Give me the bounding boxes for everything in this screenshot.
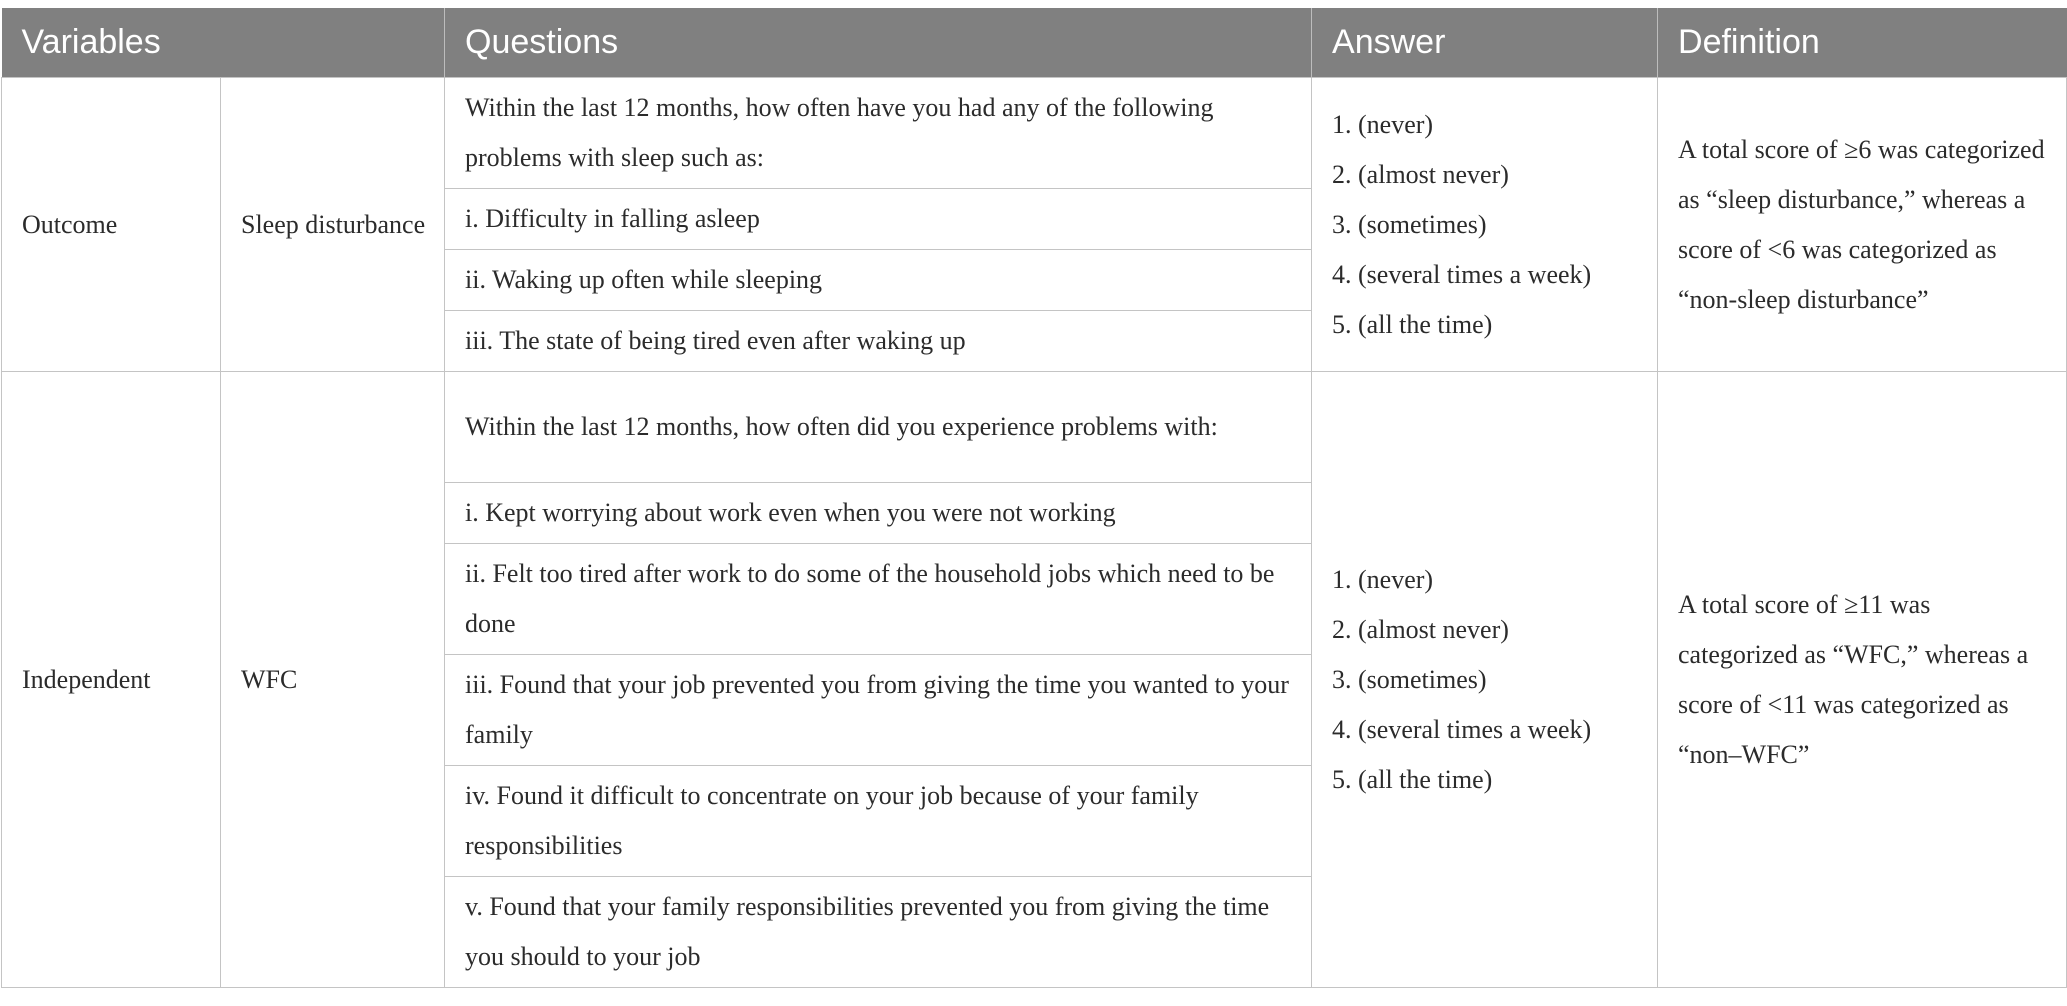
answer-option: 4. (several times a week) — [1332, 714, 1592, 744]
table-row — [2, 372, 2067, 483]
header-answer: Answer — [1312, 8, 1658, 78]
answer-option: 5. (all the time) — [1332, 764, 1493, 794]
definition-cell: A total score of ≥6 was categorized as “sleep disturbance,” whereas a score of <6 was categorized as “non-sleep disturbance” — [1658, 78, 2067, 372]
variable-cell: WFC — [221, 372, 445, 988]
question-cell: Within the last 12 months, how often did you experience problems with: — [445, 372, 1312, 483]
header-questions: Questions — [445, 8, 1312, 78]
answer-option: 3. (sometimes) — [1332, 664, 1487, 694]
question-cell: ii. Felt too tired after work to do some of the household jobs which need to be done — [445, 544, 1312, 655]
answer-option: 2. (almost never) — [1332, 614, 1509, 644]
header-row — [2, 8, 2067, 78]
answer-option: 1. (never) — [1332, 564, 1434, 594]
answer-option: 4. (several times a week) — [1332, 259, 1592, 289]
answer-option: 2. (almost never) — [1332, 159, 1509, 189]
answer-option: 3. (sometimes) — [1332, 209, 1487, 239]
variable-cell: Sleep disturbance — [221, 78, 445, 372]
question-cell: i. Kept worrying about work even when you were not working — [445, 483, 1312, 544]
header-variables: Variables — [2, 8, 445, 78]
question-cell: Within the last 12 months, how often have you had any of the following problems with sleep such as: — [445, 78, 1312, 189]
question-cell: iii. The state of being tired even after waking up — [445, 311, 1312, 372]
answer-list — [1332, 100, 1639, 350]
question-cell: iv. Found it difficult to concentrate on your job because of your family responsibilities — [445, 766, 1312, 877]
answer-option: 5. (all the time) — [1332, 309, 1493, 339]
table-row — [2, 78, 2067, 189]
answer-list — [1332, 555, 1639, 805]
question-cell: iii. Found that your job prevented you from giving the time you wanted to your family — [445, 655, 1312, 766]
answer-option: 1. (never) — [1332, 109, 1434, 139]
question-cell: i. Difficulty in falling asleep — [445, 189, 1312, 250]
header-definition: Definition — [1658, 8, 2067, 78]
question-cell: ii. Waking up often while sleeping — [445, 250, 1312, 311]
variables-table — [1, 8, 2067, 988]
question-cell: v. Found that your family responsibilities prevented you from giving the time you should to your job — [445, 877, 1312, 988]
definition-cell: A total score of ≥11 was categorized as “WFC,” whereas a score of <11 was categorized as “non–WFC” — [1658, 372, 2067, 988]
variable-type-cell: Independent — [2, 372, 221, 988]
answer-cell — [1312, 78, 1658, 372]
variable-type-cell: Outcome — [2, 78, 221, 372]
answer-cell — [1312, 372, 1658, 988]
